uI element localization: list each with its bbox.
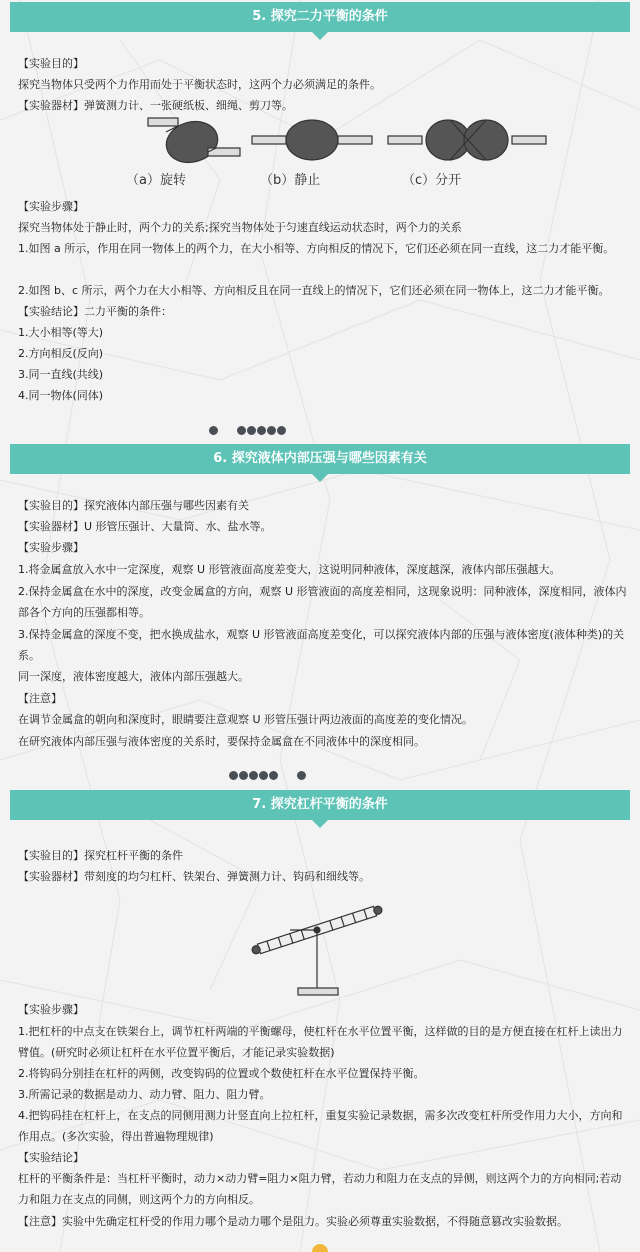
section-7-banner [10, 790, 630, 820]
s5-condition-1: 1.大小相等(等大) [18, 326, 104, 339]
s6-equipment: 【实验器材】U 形管压强计、大量筒、水、盐水等。 [18, 520, 272, 533]
s7-step-4: 4.把钩码挂在杠杆上，在支点的同侧用测力计竖直向上拉杠杆，重复实验记录数据，需多次改变杠杆所受作用力大小，方向和作用点。(多次实验，得出普遍物理规律) [18, 1109, 623, 1143]
s7-purpose: 【实验目的】探究杠杆平衡的条件 [18, 849, 183, 862]
s5-steps-label: 【实验步骤】 [18, 200, 84, 213]
banner-pointer [312, 32, 328, 40]
s6-purpose: 【实验目的】探究液体内部压强与哪些因素有关 [18, 499, 249, 512]
s5-purpose-label: 【实验目的】 [18, 57, 84, 70]
caption-c: （c）分开 [402, 173, 462, 188]
section-5-title: 5. 探究二力平衡的条件 [252, 9, 388, 24]
s5-equipment: 【实验器材】弹簧测力计、一张硬纸板、细绳、剪刀等。 [18, 99, 293, 112]
divider-dots [229, 769, 307, 781]
s6-step-2: 2.保持金属盒在水中的深度，改变金属盒的方向，观察 U 形管液面的高度差相同，这现象说明：同种液体，深度相同，液体内部各个方向的压强都相等。 [18, 585, 627, 619]
two-force-figure [120, 116, 560, 192]
s6-note-2: 在研究液体内部压强与液体密度的关系时，要保持金属盒在不同液体中的深度相同。 [18, 735, 425, 748]
s7-step-2: 2.将钩码分别挂在杠杆的两侧，改变钩码的位置或个数使杠杆在水平位置保持平衡。 [18, 1067, 425, 1080]
s5-condition-2: 2.方向相反(反向) [18, 347, 104, 360]
divider-dots [209, 424, 287, 436]
s7-note: 【注意】实验中先确定杠杆受的作用力哪个是动力哪个是阻力。实验必须尊重实验数据，不得随意篡改实验数据。 [18, 1215, 568, 1228]
s6-step-1: 1.将金属盒放入水中一定深度，观察 U 形管液面高度差变大，这说明同种液体，深度越深，液体内部压强越大。 [18, 563, 561, 576]
section-6-title: 6. 探究液体内部压强与哪些因素有关 [213, 451, 427, 466]
s6-step-4: 同一深度，液体密度越大，液体内部压强越大。 [18, 670, 249, 683]
s7-conclusion-label: 【实验结论】 [18, 1151, 84, 1164]
s6-steps-label: 【实验步骤】 [18, 541, 84, 554]
section-7-title: 7. 探究杠杆平衡的条件 [252, 797, 388, 812]
s5-conclusion: 【实验结论】二力平衡的条件： [18, 305, 172, 318]
caption-b: （b）静止 [260, 173, 321, 188]
s5-condition-3: 3.同一直线(共线) [18, 368, 104, 381]
caption-a: （a）旋转 [126, 173, 186, 188]
s6-note-label: 【注意】 [18, 692, 62, 705]
s6-step-3: 3.保持金属盒的深度不变，把水换成盐水，观察 U 形管液面高度差变化，可以探究液体内部的压强与液体密度(液体种类)的关系。 [18, 628, 625, 662]
s5-purpose-text: 探究当物体只受两个力作用而处于平衡状态时，这两个力必须满足的条件。 [18, 78, 381, 91]
s5-step-1: 1.如图 a 所示，作用在同一物体上的两个力，在大小相等、方向相反的情况下，它们还必须在同一直线，这二力才能平衡。 [18, 242, 615, 255]
s5-condition-4: 4.同一物体(同体) [18, 389, 104, 402]
banner-pointer [312, 474, 328, 482]
s7-steps-label: 【实验步骤】 [18, 1003, 84, 1016]
banner-pointer [312, 820, 328, 828]
s7-equipment: 【实验器材】带刻度的均匀杠杆、铁架台、弹簧测力计、钩码和细线等。 [18, 870, 370, 883]
section-5-banner [10, 2, 630, 32]
s5-steps-intro: 探究当物体处于静止时，两个力的关系;探究当物体处于匀速直线运动状态时，两个力的关系 [18, 221, 462, 234]
s7-step-3: 3.所需记录的数据是动力、动力臂、阻力、阻力臂。 [18, 1088, 271, 1101]
lever-figure [250, 888, 385, 998]
s7-conclusion: 杠杆的平衡条件是：当杠杆平衡时，动力×动力臂=阻力×阻力臂，若动力和阻力在支点的异侧，则这两个力的方向相同;若动力和阻力在支点的同侧，则这两个力的方向相反。 [18, 1172, 622, 1206]
s6-note-1: 在调节金属盒的朝向和深度时，眼睛要注意观察 U 形管压强计两边液面的高度差的变化情况。 [18, 713, 474, 726]
section-6-banner [10, 444, 630, 474]
s7-step-1: 1.把杠杆的中点支在铁架台上，调节杠杆两端的平衡螺母，使杠杆在水平位置平衡，这样做的目的是方便直接在杠杆上读出力臂值。(研究时必须让杠杆在水平位置平衡后，才能记录实验数据) [18, 1025, 623, 1059]
s5-step-2: 2.如图 b、c 所示，两个力在大小相等、方向相反且在同一直线上的情况下，它们还必须在同一物体上，这二力才能平衡。 [18, 284, 610, 297]
